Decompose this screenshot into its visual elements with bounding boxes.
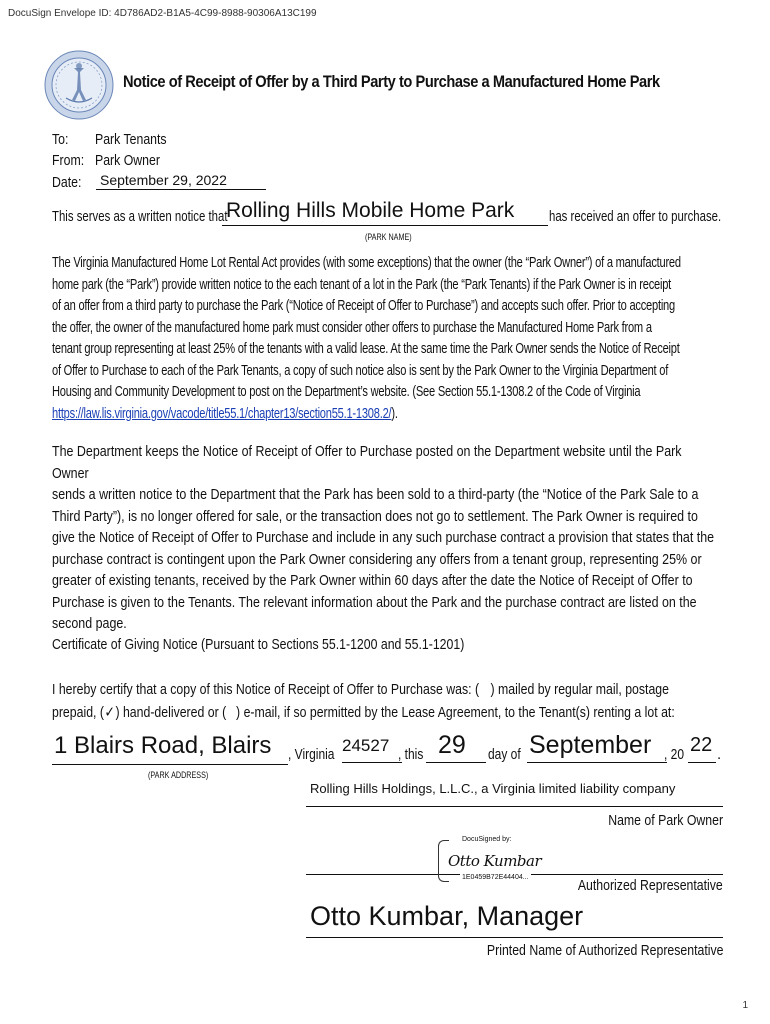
paragraph-line: the offer, the owner of the manufactured home park must consider other offers to purchase the Manufactured Home Park from a [52, 318, 652, 336]
paragraph-line: of an offer from a third party to purchase the Park (“Notice of Receipt of Offer to Purchase”) and accepts such offer. Prior to accepting [52, 297, 675, 314]
paragraph-line: Housing and Community Development to post on the Department’s website. (See Section 55.1-1308.2 of the Code of Virginia [52, 383, 641, 400]
printed-name-field[interactable] [306, 903, 723, 938]
park-owner-field[interactable] [306, 781, 723, 807]
paragraph-line: home park (the “Park”) provide written notice to the each tenant of a lot in the Park (the “Park Tenants) if the Park Owner is in receipt [52, 275, 672, 293]
day-field[interactable] [426, 733, 486, 763]
zip-value: 24527 [342, 736, 390, 755]
paragraph-line: tenant group representing at least 25% of the tenants with a valid lease. At the same time the Park Owner sends the Notice of Receipt [52, 340, 680, 357]
paragraph-line: The Virginia Manufactured Home Lot Rental Act provides (with some exceptions) that the owner (the “Park Owner”) of a manufactured [52, 254, 681, 271]
virginia-label: , Virginia [288, 746, 335, 763]
certify-text: ) hand-delivered or ( [115, 704, 227, 721]
park-address-field[interactable] [52, 734, 288, 765]
paragraph-line: purchase contract is contingent upon the Park Owner considering any offers from a tenant group, representing 25% or [52, 550, 702, 568]
certify-line-2 [52, 703, 675, 721]
paragraph-line: Purchase is given to the Tenants. The relevant information about the Park and the purchase contract are listed on the [52, 593, 697, 611]
certify-line-1 [52, 681, 669, 698]
page-number: 1 [742, 1000, 748, 1011]
park-address-caption: (PARK ADDRESS) [148, 770, 209, 780]
paragraph-line: of Offer to Purchase to each of the Park Tenants, a copy of such notice also is sent by the Park Owner to the Virginia Department of [52, 361, 669, 379]
from-label: From: [52, 152, 85, 169]
paragraph-line: Third Party”), is no longer offered for sale, or the transaction does not go to settlement. The Park Owner is required to [52, 507, 698, 525]
park-name-field[interactable] [222, 199, 548, 226]
paragraph-line: The Department keeps the Notice of Receipt of Offer to Purchase posted on the Department website until the Park Owner [52, 443, 682, 482]
notice-prefix: This serves as a written notice that [52, 208, 228, 225]
date-field[interactable] [96, 172, 266, 190]
date-value: September 29, 2022 [100, 172, 227, 188]
printed-name-value: Otto Kumbar, Manager [310, 901, 584, 931]
paragraph-line: second page. [52, 615, 127, 632]
park-owner-caption: Name of Park Owner [608, 812, 723, 829]
signature-id: 1E0459B72E44404... [462, 874, 529, 881]
envelope-id: DocuSign Envelope ID: 4D786AD2-B1A5-4C99-8988-90306A13C199 [8, 8, 317, 19]
to-label: To: [52, 131, 69, 148]
docusign-block [438, 834, 542, 884]
virginia-seal-icon [44, 50, 114, 120]
signature-value: Otto Kumbar [448, 852, 542, 870]
link-suffix: ). [391, 404, 398, 422]
certify-text: prepaid, ( [52, 704, 104, 721]
notice-suffix: has received an offer to purchase. [549, 208, 722, 225]
page-title: Notice of Receipt of Offer by a Third Party to Purchase a Manufactured Home Park [123, 72, 660, 91]
year-prefix: , 20 [664, 746, 685, 763]
park-name-caption: (PARK NAME) [365, 232, 412, 242]
to-value: Park Tenants [95, 131, 167, 148]
printed-name-caption: Printed Name of Authorized Representative [486, 942, 723, 959]
day-value: 29 [438, 731, 466, 759]
certify-text: ) mailed by regular mail, postage [490, 681, 669, 698]
address-period: . [717, 746, 722, 763]
authorized-rep-caption: Authorized Representative [578, 877, 723, 894]
day-of-label: day of [488, 746, 521, 763]
park-name-value: Rolling Hills Mobile Home Park [226, 199, 515, 222]
month-value: September [529, 731, 652, 759]
certify-text: ) e-mail, if so permitted by the Lease Agreement, to the Tenant(s) renting a lot at: [236, 704, 675, 721]
park-address-value: 1 Blairs Road, Blairs [54, 732, 272, 759]
certificate-heading: Certificate of Giving Notice (Pursuant to Sections 55.1-1200 and 55.1-1201) [52, 636, 465, 653]
paragraph-line: greater of existing tenants, received by the Park Owner within 60 days after the date the Notice of Receipt of Offer to [52, 572, 693, 589]
month-field[interactable] [527, 733, 667, 763]
this-label: , this [398, 746, 424, 763]
zip-field[interactable] [342, 736, 402, 763]
code-of-virginia-link[interactable]: https://law.lis.virginia.gov/vacode/title55.1/chapter13/section55.1-1308.2/ [52, 404, 392, 422]
from-value: Park Owner [95, 152, 160, 169]
year-field[interactable] [688, 734, 716, 763]
paragraph-department [52, 441, 716, 635]
paragraph-act [52, 252, 718, 424]
certify-text: I hereby certify that a copy of this Notice of Receipt of Offer to Purchase was: ( [52, 681, 480, 698]
hand-delivered-checkbox[interactable]: ✓ [104, 704, 115, 721]
date-label: Date: [52, 174, 82, 191]
year-value: 22 [690, 734, 713, 756]
park-owner-value: Rolling Hills Holdings, L.L.C., a Virginia limited liability company [310, 781, 676, 796]
paragraph-line: give the Notice of Receipt of Offer to Purchase and include in any such purchase contract a provision that states that the [52, 529, 715, 546]
paragraph-line: sends a written notice to the Department that the Park has been sold to a third-party (the “Notice of the Park Sale to a [52, 486, 699, 503]
docusigned-by-label: DocuSigned by: [462, 836, 512, 843]
